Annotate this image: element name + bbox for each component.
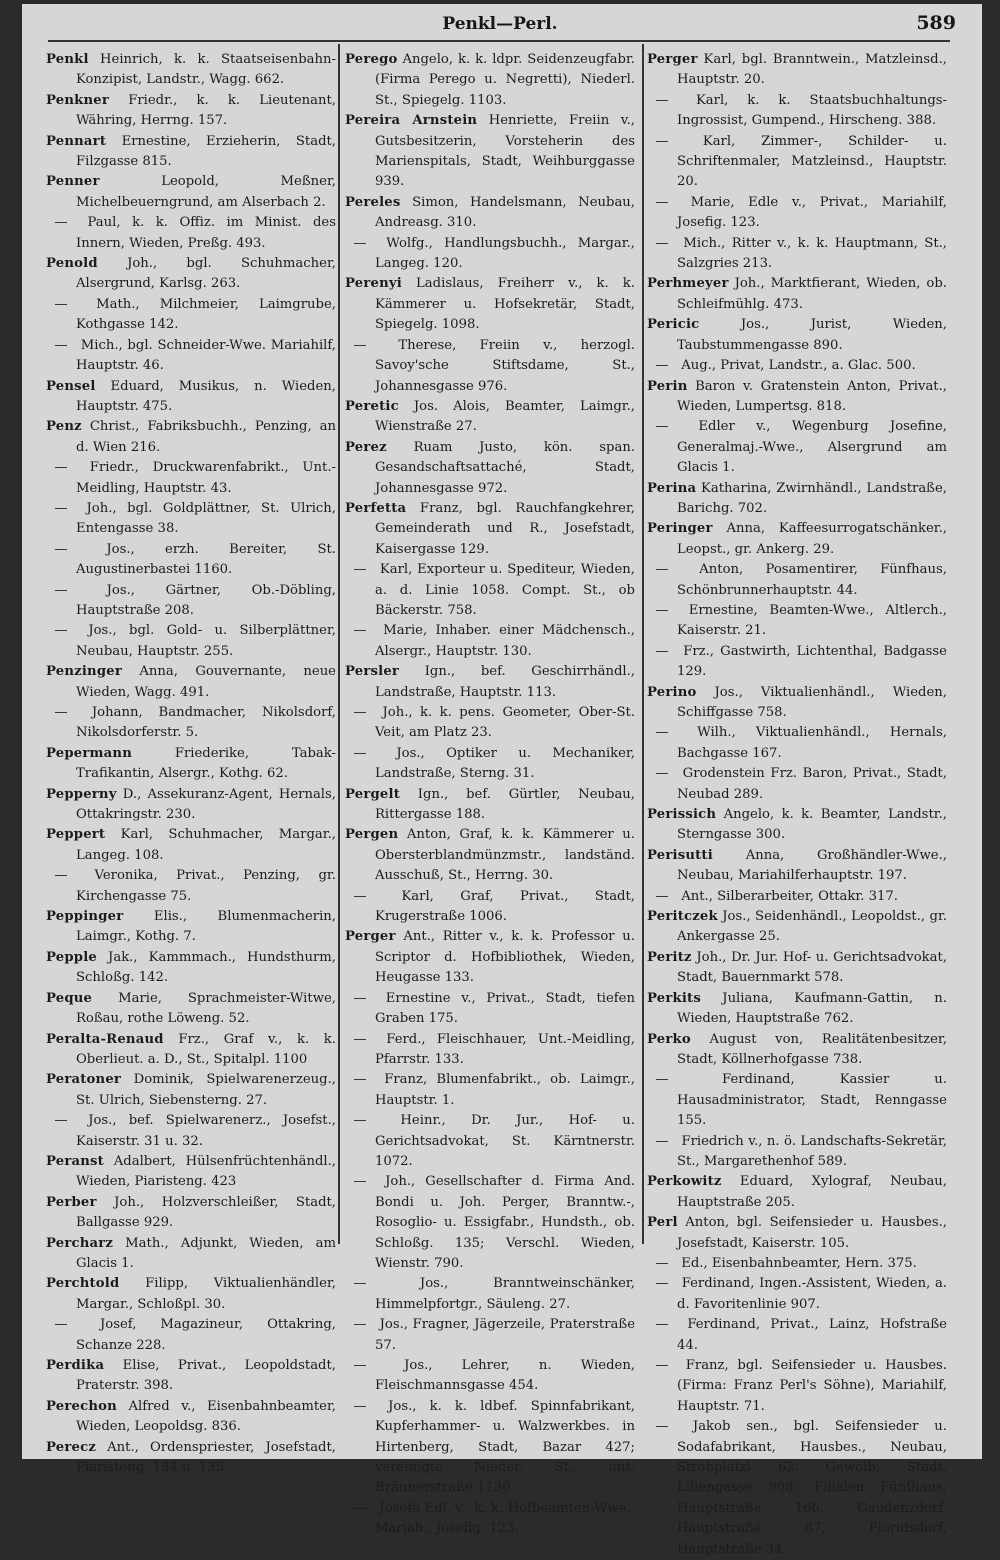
entry-text: Math., Milchmeier, Laimgrube, Kothgasse 142.: [76, 296, 336, 333]
entry-text: Friedr., Druckwarenfabrikt., Unt.-Meidling, Hauptstr. 43.: [76, 460, 336, 496]
directory-entry: [345, 193, 635, 234]
entry-text: Joh., Gesellschafter d. Firma And. Bondi u. Joh. Perger, Branntw.-, Rosoglio- u. Essigfabr., Hundsth., ob. Schloßg. 135; Verschl. Wieden, Wienstr. 790.: [375, 1174, 635, 1271]
entry-surname: Persler: [345, 664, 400, 680]
entry-text: Ernestine v., Privat., Stadt, tiefen Graben 175.: [375, 990, 635, 1027]
entry-text: Baron v. Gratenstein Anton, Privat., Wieden, Lumpertsg. 818.: [677, 378, 947, 414]
continuation-dash: —: [54, 541, 68, 557]
entry-surname: Perger: [647, 52, 698, 67]
directory-sub-entry: [46, 499, 336, 540]
entry-text: Marie, Inhaber. einer Mädchensch., Alsergr., Hauptstr. 130.: [375, 623, 635, 659]
continuation-dash: —: [54, 868, 68, 884]
entry-text: Joh., bgl. Goldplättner, St. Ulrich, Entengasse 38.: [76, 500, 336, 537]
directory-entry: [647, 1172, 947, 1213]
directory-entry: [647, 683, 947, 724]
directory-sub-entry: [345, 234, 635, 275]
entry-text: Karl, bgl. Branntwein., Matzleinsd., Hauptstr. 20.: [677, 52, 947, 88]
directory-sub-entry: [345, 703, 635, 744]
entry-text: Paul, k. k. Offiz. im Minist. des Innern, Wieden, Preßg. 493.: [76, 215, 336, 251]
entry-surname: Penkl: [46, 52, 89, 67]
directory-entry: [647, 479, 947, 520]
entry-surname: Perez: [345, 439, 387, 455]
entry-text: Franz, Blumenfabrikt., ob. Laimgr., Hauptstr. 1.: [375, 1072, 635, 1108]
entry-text: Ernestine, Erzieherin, Stadt, Filzgasse 815.: [76, 133, 336, 170]
entry-surname: Perin: [647, 378, 688, 394]
directory-sub-entry: [647, 1132, 947, 1173]
column-1: [46, 50, 336, 1478]
directory-sub-entry: [345, 1172, 635, 1274]
running-header: Penkl—Perl.: [442, 14, 558, 34]
entry-surname: Perfetta: [345, 500, 407, 516]
entry-surname: Perkowitz: [647, 1174, 722, 1190]
continuation-dash: —: [353, 1358, 367, 1373]
directory-entry: [46, 662, 336, 703]
entry-text: Karl, Exporteur u. Spediteur, Wieden, a. d. Linie 1058. Compt. St., ob Bäckerstr. 758.: [375, 562, 635, 618]
entry-text: Friedrich v., n. ö. Landschafts-Sekretär, St., Margarethenhof 589.: [677, 1133, 947, 1169]
continuation-dash: —: [54, 296, 68, 312]
continuation-dash: —: [655, 235, 669, 251]
continuation-dash: —: [54, 215, 68, 231]
entry-text: Joh., Marktfierant, Wieden, ob. Schleifmühlg. 473.: [677, 276, 947, 312]
entry-text: Ign., bef. Geschirrhändl., Landstraße, Hauptstr. 113.: [375, 664, 635, 700]
entry-text: Joh., bgl. Schuhmacher, Alsergrund, Karlsg. 263.: [76, 256, 336, 292]
entry-surname: Perger: [345, 929, 396, 945]
continuation-dash: —: [353, 623, 367, 639]
entry-surname: Pepperny: [46, 786, 117, 802]
entry-surname: Perisutti: [647, 847, 713, 863]
entry-text: Joh., Holzverschleißer, Stadt, Ballgasse 929.: [76, 1194, 336, 1231]
directory-entry: [46, 132, 336, 173]
directory-entry: [647, 846, 947, 887]
entry-surname: Penold: [46, 256, 98, 272]
continuation-dash: —: [353, 888, 367, 904]
directory-sub-entry: [647, 601, 947, 642]
entry-text: Friedr., k. k. Lieutenant, Währing, Herrng. 157.: [76, 92, 336, 129]
directory-sub-entry: [647, 642, 947, 683]
continuation-dash: —: [353, 745, 367, 761]
entry-text: Jos., erzh. Bereiter, St. Augustinerbastei 1160.: [76, 541, 336, 578]
directory-entry: [46, 1030, 336, 1071]
entry-text: Adalbert, Hülsenfrüchtenhändl., Wieden, Piaristeng. 423: [76, 1153, 336, 1190]
entry-text: Heinrich, k. k. Staatseisenbahn-Konzipist, Landstr., Wagg. 662.: [76, 52, 336, 88]
continuation-dash: —: [655, 888, 669, 904]
entry-text: Ed., Eisenbahnbeamter, Hern. 375.: [681, 1255, 917, 1271]
continuation-dash: —: [353, 1317, 367, 1333]
directory-entry: [46, 91, 336, 132]
directory-sub-entry: [46, 1111, 336, 1152]
entry-surname: Peque: [46, 990, 93, 1006]
directory-sub-entry: [46, 703, 336, 744]
continuation-dash: —: [655, 1133, 669, 1149]
directory-entry: [647, 1213, 947, 1254]
directory-entry: [46, 417, 336, 458]
directory-entry: [46, 1152, 336, 1193]
entry-surname: Peratoner: [46, 1072, 122, 1088]
entry-text: Wolfg., Handlungsbuchh., Margar., Langeg. 120.: [375, 235, 635, 272]
directory-sub-entry: [345, 621, 635, 662]
entry-text: Jos., Fragner, Jägerzeile, Praterstraße 57.: [375, 1317, 635, 1353]
continuation-dash: —: [655, 1276, 669, 1292]
continuation-dash: —: [54, 460, 68, 476]
entry-text: Jos., bgl. Gold- u. Silberplättner, Neubau, Hauptstr. 255.: [76, 623, 336, 659]
entry-text: Simon, Handelsmann, Neubau, Andreasg. 310.: [375, 194, 635, 231]
directory-entry: [46, 1397, 336, 1438]
entry-surname: Perber: [46, 1194, 97, 1210]
directory-sub-entry: [345, 1111, 635, 1172]
directory-entry: [46, 1274, 336, 1315]
continuation-dash: —: [54, 500, 68, 516]
continuation-dash: —: [655, 643, 669, 659]
continuation-dash: —: [655, 194, 669, 210]
entry-surname: Penner: [46, 174, 100, 190]
continuation-dash: —: [655, 1419, 669, 1435]
continuation-dash: —: [353, 337, 367, 353]
entry-text: Henriette, Freiin v., Gutsbesitzerin, Vorsteherin des Marienspitals, Stadt, Weihburggasse 939.: [375, 113, 635, 190]
continuation-dash: —: [655, 1317, 669, 1333]
continuation-dash: —: [353, 705, 367, 720]
header-rule: [48, 40, 950, 42]
continuation-dash: —: [54, 337, 68, 353]
directory-sub-entry: [345, 1397, 635, 1499]
directory-entry: [46, 989, 336, 1030]
entry-surname: Perego: [345, 52, 398, 67]
directory-sub-entry: [647, 560, 947, 601]
continuation-dash: —: [655, 358, 669, 374]
directory-sub-entry: [46, 295, 336, 336]
entry-text: Ferdinand, Ingen.-Assistent, Wieden, a. d. Favoritenlinie 907.: [677, 1276, 947, 1312]
directory-sub-entry: [647, 132, 947, 193]
directory-entry: [46, 948, 336, 989]
entry-text: Elis., Blumenmacherin, Laimgr., Kothg. 7.: [76, 909, 336, 945]
entry-text: Jos., bef. Spielwarenerz., Josefst., Kaiserstr. 31 u. 32.: [76, 1113, 336, 1149]
directory-sub-entry: [345, 744, 635, 785]
entry-surname: Pennart: [46, 133, 107, 149]
directory-sub-entry: [46, 581, 336, 622]
directory-sub-entry: [647, 1274, 947, 1315]
directory-entry: [46, 50, 336, 91]
directory-entry: [647, 377, 947, 418]
entry-surname: Perhmeyer: [647, 276, 729, 292]
entry-surname: Peppert: [46, 827, 106, 843]
entry-surname: Peppinger: [46, 909, 124, 925]
entry-text: Edler v., Wegenburg Josefine, Generalmaj.-Wwe., Alsergrund am Glacis 1.: [677, 419, 947, 476]
entry-text: Anna, Kaffeesurrogatschänker., Leopst., gr. Ankerg. 29.: [677, 521, 947, 557]
directory-entry: [345, 499, 635, 560]
entry-text: Anton, Graf, k. k. Kämmerer u. Obersterblandmünzmstr., landständ. Ausschuß, St., Herrng. 30.: [375, 827, 635, 884]
directory-entry: [647, 519, 947, 560]
continuation-dash: —: [353, 562, 367, 578]
continuation-dash: —: [54, 1113, 68, 1129]
directory-sub-entry: [46, 866, 336, 907]
directory-entry: [345, 274, 635, 335]
entry-text: Elise, Privat., Leopoldstadt, Praterstr. 398.: [76, 1358, 336, 1394]
entry-text: Karl, Schuhmacher, Margar., Langeg. 108.: [76, 827, 336, 863]
entry-surname: Peralta-Renaud: [46, 1031, 164, 1047]
entry-text: Franz, bgl. Rauchfangkehrer, Gemeinderath und R., Josefstadt, Kaisergasse 129.: [375, 500, 635, 557]
entry-text: Marie, Edle v., Privat., Mariahilf, Josefig. 123.: [677, 194, 947, 231]
directory-sub-entry: [46, 213, 336, 254]
entry-text: Ant., Ritter v., k. k. Professor u. Scriptor d. Hofbibliothek, Wieden, Heugasse 133.: [375, 929, 635, 986]
continuation-dash: —: [54, 705, 68, 720]
directory-sub-entry: [647, 234, 947, 275]
entry-text: Jos., Seidenhändl., Leopoldst., gr. Ankergasse 25.: [677, 909, 947, 945]
directory-sub-entry: [46, 621, 336, 662]
entry-text: Mich., bgl. Schneider-Wwe. Mariahilf, Hauptstr. 46.: [76, 337, 337, 374]
directory-sub-entry: [647, 356, 947, 376]
directory-entry: [46, 907, 336, 948]
entry-text: Math., Adjunkt, Wieden, am Glacis 1.: [76, 1235, 336, 1271]
directory-entry: [345, 785, 635, 826]
entry-text: Ladislaus, Freiherr v., k. k. Kämmerer u. Hofsekretär, Stadt, Spiegelg. 1098.: [375, 276, 635, 333]
entry-text: Jos., Gärtner, Ob.-Döbling, Hauptstraße 208.: [76, 582, 336, 618]
entry-surname: Perechon: [46, 1398, 117, 1414]
entry-surname: Perina: [647, 480, 697, 496]
directory-entry: [46, 1070, 336, 1111]
directory-sub-entry: [647, 887, 947, 907]
directory-sub-entry: [345, 1315, 635, 1356]
entry-surname: Peretic: [345, 398, 399, 414]
entry-surname: Pensel: [46, 378, 96, 394]
entry-surname: Pericic: [647, 317, 700, 333]
entry-text: Ant., Ordenspriester, Josefstadt, Piaristeng. 134 u. 135.: [76, 1439, 336, 1476]
continuation-dash: —: [353, 235, 367, 251]
entry-surname: Perissich: [647, 807, 717, 823]
continuation-dash: —: [655, 1255, 669, 1271]
entry-text: Friederike, Tabak-Trafikantin, Alsergr., Kothg. 62.: [76, 745, 336, 782]
continuation-dash: —: [54, 623, 68, 639]
entry-text: Joh., Dr. Jur. Hof- u. Gerichtsadvokat, Stadt, Bauernmarkt 578.: [677, 949, 947, 986]
continuation-dash: —: [353, 1031, 367, 1047]
directory-sub-entry: [647, 1070, 947, 1131]
entry-text: Jos., k. k. ldbef. Spinnfabrikant, Kupferhammer- u. Walzwerkbes. in Hirtenberg, Stadt, Bazar 427; vereinigte Nieder. St., unt. Bräunerstraße 1130.: [375, 1398, 635, 1496]
directory-sub-entry: [647, 417, 947, 478]
directory-entry: [647, 315, 947, 356]
directory-sub-entry: [345, 1030, 635, 1071]
directory-entry: [647, 989, 947, 1030]
entry-text: Ferd., Fleischhauer, Unt.-Meidling, Pfarrstr. 133.: [375, 1031, 635, 1067]
entry-surname: Pergelt: [345, 786, 401, 802]
continuation-dash: —: [655, 725, 669, 741]
entry-surname: Penkner: [46, 92, 110, 108]
directory-sub-entry: [647, 1356, 947, 1417]
entry-text: Therese, Freiin v., herzogl. Savoy'sche Stiftsdame, St., Johannesgasse 976.: [375, 337, 635, 394]
directory-sub-entry: [46, 540, 336, 581]
entry-text: Aug., Privat, Landstr., a. Glac. 500.: [681, 358, 916, 374]
entry-text: Anton, Posamentirer, Fünfhaus, Schönbrunnerhauptstr. 44.: [677, 562, 947, 598]
entry-surname: Perecz: [46, 1439, 97, 1455]
entry-text: Johann, Bandmacher, Nikolsdorf, Nikolsdorferstr. 5.: [76, 705, 336, 741]
directory-sub-entry: [647, 723, 947, 764]
entry-surname: Pereira Arnstein: [345, 113, 478, 129]
entry-text: Anna, Großhändler-Wwe., Neubau, Mariahilferhauptstr. 197.: [677, 847, 947, 884]
entry-text: Jos., Lehrer, n. Wieden, Fleischmannsgasse 454.: [375, 1358, 636, 1394]
continuation-dash: —: [353, 1072, 367, 1088]
entry-surname: Pergen: [345, 827, 399, 843]
directory-entry: [46, 1234, 336, 1275]
directory-sub-entry: [647, 764, 947, 805]
continuation-dash: —: [54, 582, 68, 598]
column-divider: [642, 44, 644, 1244]
entry-text: Jakob sen., bgl. Seifensieder u. Sodafabrikant, Hausbes., Neubau, Strohplatzl 62. Gewölb, Stadt, Liliengasse 908; Filialen Fünfhaus, Hauptstraße 166, Gaudenzdorf, Hauptstraße 87, Floridsdorf, Hauptstraße 34.: [677, 1419, 947, 1557]
directory-sub-entry: [46, 1315, 336, 1356]
column-3: [647, 50, 947, 1560]
continuation-dash: —: [655, 92, 669, 108]
column-divider: [338, 44, 340, 1244]
continuation-dash: —: [54, 1317, 68, 1333]
directory-entry: [345, 927, 635, 988]
entry-text: Juliana, Kaufmann-Gattin, n. Wieden, Hauptstraße 762.: [677, 990, 947, 1027]
entry-text: August von, Realitätenbesitzer, Stadt, Köllnerhofgasse 738.: [677, 1031, 947, 1067]
continuation-dash: —: [655, 133, 669, 149]
continuation-dash: —: [353, 1276, 367, 1292]
continuation-dash: —: [655, 1072, 669, 1088]
directory-sub-entry: [345, 1274, 635, 1315]
continuation-dash: —: [353, 1174, 367, 1190]
directory-sub-entry: [345, 1356, 635, 1397]
directory-sub-entry: [46, 336, 336, 377]
entry-surname: Perenyi: [345, 276, 402, 292]
entry-text: Josefa Edl. v., k. k. Hofbeamten-Wwe., Mariah., Josefig. 123.: [375, 1500, 635, 1537]
continuation-dash: —: [353, 1500, 367, 1516]
entry-text: Wilh., Viktualienhändl., Hernals, Bachgasse 167.: [677, 725, 947, 761]
directory-sub-entry: [345, 1070, 635, 1111]
continuation-dash: —: [655, 419, 669, 435]
entry-surname: Penzinger: [46, 664, 122, 680]
entry-text: Anton, bgl. Seifensieder u. Hausbes., Josefstadt, Kaiserstr. 105.: [677, 1215, 947, 1251]
continuation-dash: —: [655, 602, 669, 618]
entry-surname: Percharz: [46, 1235, 114, 1251]
entry-surname: Perl: [647, 1215, 678, 1231]
entry-text: Joh., k. k. pens. Geometer, Ober-St. Veit, am Platz 23.: [375, 705, 635, 741]
entry-text: Ernestine, Beamten-Wwe., Altlerch., Kaiserstr. 21.: [677, 602, 947, 639]
directory-sub-entry: [345, 989, 635, 1030]
entry-text: Grodenstein Frz. Baron, Privat., Stadt, Neubad 289.: [677, 766, 947, 802]
directory-entry: [345, 111, 635, 193]
directory-entry: [46, 172, 336, 213]
column-2: [345, 50, 635, 1540]
entry-surname: Perino: [647, 684, 697, 700]
continuation-dash: —: [655, 766, 669, 782]
entry-text: Jak., Kammmach., Hundsthurm, Schloßg. 142.: [76, 949, 336, 986]
entry-text: Heinr., Dr. Jur., Hof- u. Gerichtsadvokat, St. Kärntnerstr. 1072.: [375, 1113, 635, 1169]
page-number: 589: [916, 12, 956, 34]
continuation-dash: —: [353, 1113, 367, 1129]
directory-sub-entry: [46, 458, 336, 499]
directory-sub-entry: [647, 1315, 947, 1356]
entry-text: Filipp, Viktualienhändler, Margar., Schloßpl. 30.: [76, 1276, 336, 1312]
entry-text: Dominik, Spielwarenerzeug., St. Ulrich, Siebensterng. 27.: [76, 1072, 336, 1108]
entry-text: Anna, Gouvernante, neue Wieden, Wagg. 491.: [76, 664, 336, 700]
directory-sub-entry: [345, 336, 635, 397]
entry-text: Josef, Magazineur, Ottakring, Schanze 228.: [76, 1317, 336, 1353]
entry-surname: Peritz: [647, 949, 692, 965]
entry-text: Alfred v., Eisenbahnbeamter, Wieden, Leopoldsg. 836.: [76, 1398, 336, 1435]
directory-entry: [647, 50, 947, 91]
entry-surname: Peritczek: [647, 909, 718, 925]
entry-text: Franz, bgl. Seifensieder u. Hausbes. (Firma: Franz Perl's Söhne), Mariahilf, Hauptstr. 71.: [677, 1358, 947, 1414]
entry-text: Jos., Viktualienhändl., Wieden, Schiffgasse 758.: [677, 684, 947, 720]
entry-text: D., Assekuranz-Agent, Hernals, Ottakringstr. 230.: [76, 786, 336, 823]
directory-sub-entry: [345, 1499, 635, 1540]
directory-entry: [345, 662, 635, 703]
entry-surname: Perkits: [647, 990, 701, 1006]
continuation-dash: —: [655, 562, 669, 578]
directory-entry: [46, 254, 336, 295]
directory-entry: [647, 948, 947, 989]
entry-surname: Perdika: [46, 1358, 105, 1373]
entry-text: Mich., Ritter v., k. k. Hauptmann, St., Salzgries 213.: [677, 235, 947, 272]
entry-text: Marie, Sprachmeister-Witwe, Roßau, rothe Löweng. 52.: [76, 990, 336, 1027]
continuation-dash: —: [655, 1358, 669, 1373]
directory-sub-entry: [647, 193, 947, 234]
entry-text: Ferdinand, Privat., Lainz, Hofstraße 44.: [677, 1317, 947, 1353]
entry-text: Katharina, Zwirnhändl., Landstraße, Barichg. 702.: [677, 480, 947, 516]
directory-sub-entry: [647, 91, 947, 132]
directory-entry: [46, 1438, 336, 1479]
entry-text: Leopold, Meßner, Michelbeuerngrund, am Alserbach 2.: [76, 174, 336, 210]
entry-text: Karl, Zimmer-, Schilder- u. Schriftenmaler, Matzleinsd., Hauptstr. 20.: [677, 133, 947, 190]
entry-text: Karl, k. k. Staatsbuchhaltungs-Ingrossist, Gumpend., Hirscheng. 388.: [677, 92, 947, 129]
entry-surname: Peringer: [647, 521, 713, 537]
directory-entry: [345, 825, 635, 886]
directory-entry: [46, 744, 336, 785]
entry-text: Jos., Jurist, Wieden, Taubstummengasse 890.: [677, 317, 947, 353]
entry-text: Eduard, Musikus, n. Wieden, Hauptstr. 475.: [76, 378, 336, 414]
entry-surname: Peranst: [46, 1153, 104, 1169]
directory-entry: [345, 438, 635, 499]
continuation-dash: —: [353, 990, 367, 1006]
directory-entry: [46, 377, 336, 418]
entry-text: Veronika, Privat., Penzing, gr. Kirchengasse 75.: [76, 868, 336, 904]
entry-text: Christ., Fabriksbuchh., Penzing, an d. Wien 216.: [76, 419, 336, 455]
directory-entry: [345, 50, 635, 111]
directory-entry: [46, 785, 336, 826]
entry-text: Angelo, k. k. Beamter, Landstr., Sterngasse 300.: [677, 807, 947, 843]
directory-sub-entry: [647, 1254, 947, 1274]
entry-text: Jos., Optiker u. Mechaniker, Landstraße, Sterng. 31.: [375, 745, 635, 782]
entry-surname: Perko: [647, 1031, 691, 1047]
entry-text: Ign., bef. Gürtler, Neubau, Rittergasse 188.: [375, 786, 635, 823]
entry-text: Ant., Silberarbeiter, Ottakr. 317.: [681, 888, 898, 904]
entry-text: Ruam Justo, kön. span. Gesandschaftsattaché, Stadt, Johannesgasse 972.: [375, 439, 636, 496]
directory-sub-entry: [647, 1417, 947, 1560]
entry-text: Eduard, Xylograf, Neubau, Hauptstraße 205.: [677, 1174, 947, 1210]
directory-entry: [647, 907, 947, 948]
entry-text: Karl, Graf, Privat., Stadt, Krugerstraße 1006.: [375, 888, 635, 925]
entry-text: Angelo, k. k. ldpr. Seidenzeugfabr. (Firma Perego u. Negretti), Niederl. St., Spiegelg. 1103.: [375, 52, 635, 108]
directory-entry: [46, 1356, 336, 1397]
directory-sub-entry: [345, 560, 635, 621]
directory-entry: [46, 825, 336, 866]
directory-entry: [647, 274, 947, 315]
directory-entry: [647, 805, 947, 846]
continuation-dash: —: [353, 1398, 367, 1414]
entry-surname: Penz: [46, 419, 82, 435]
entry-surname: Pepple: [46, 949, 97, 965]
entry-text: Frz., Graf v., k. k. Oberlieut. a. D., St., Spitalpl. 1100: [76, 1031, 336, 1067]
entry-text: Jos., Branntweinschänker, Himmelpfortgr., Säuleng. 27.: [375, 1276, 635, 1312]
entry-surname: Perchtold: [46, 1276, 120, 1292]
entry-surname: Pereles: [345, 194, 401, 210]
directory-entry: [647, 1030, 947, 1071]
directory-entry: [46, 1193, 336, 1234]
directory-entry: [345, 397, 635, 438]
entry-text: Ferdinand, Kassier u. Hausadministrator, Stadt, Renngasse 155.: [677, 1072, 947, 1129]
entry-text: Jos. Alois, Beamter, Laimgr., Wienstraße 27.: [375, 398, 635, 435]
entry-surname: Pepermann: [46, 745, 132, 761]
directory-sub-entry: [345, 887, 635, 928]
entry-text: Frz., Gastwirth, Lichtenthal, Badgasse 129.: [677, 643, 947, 680]
